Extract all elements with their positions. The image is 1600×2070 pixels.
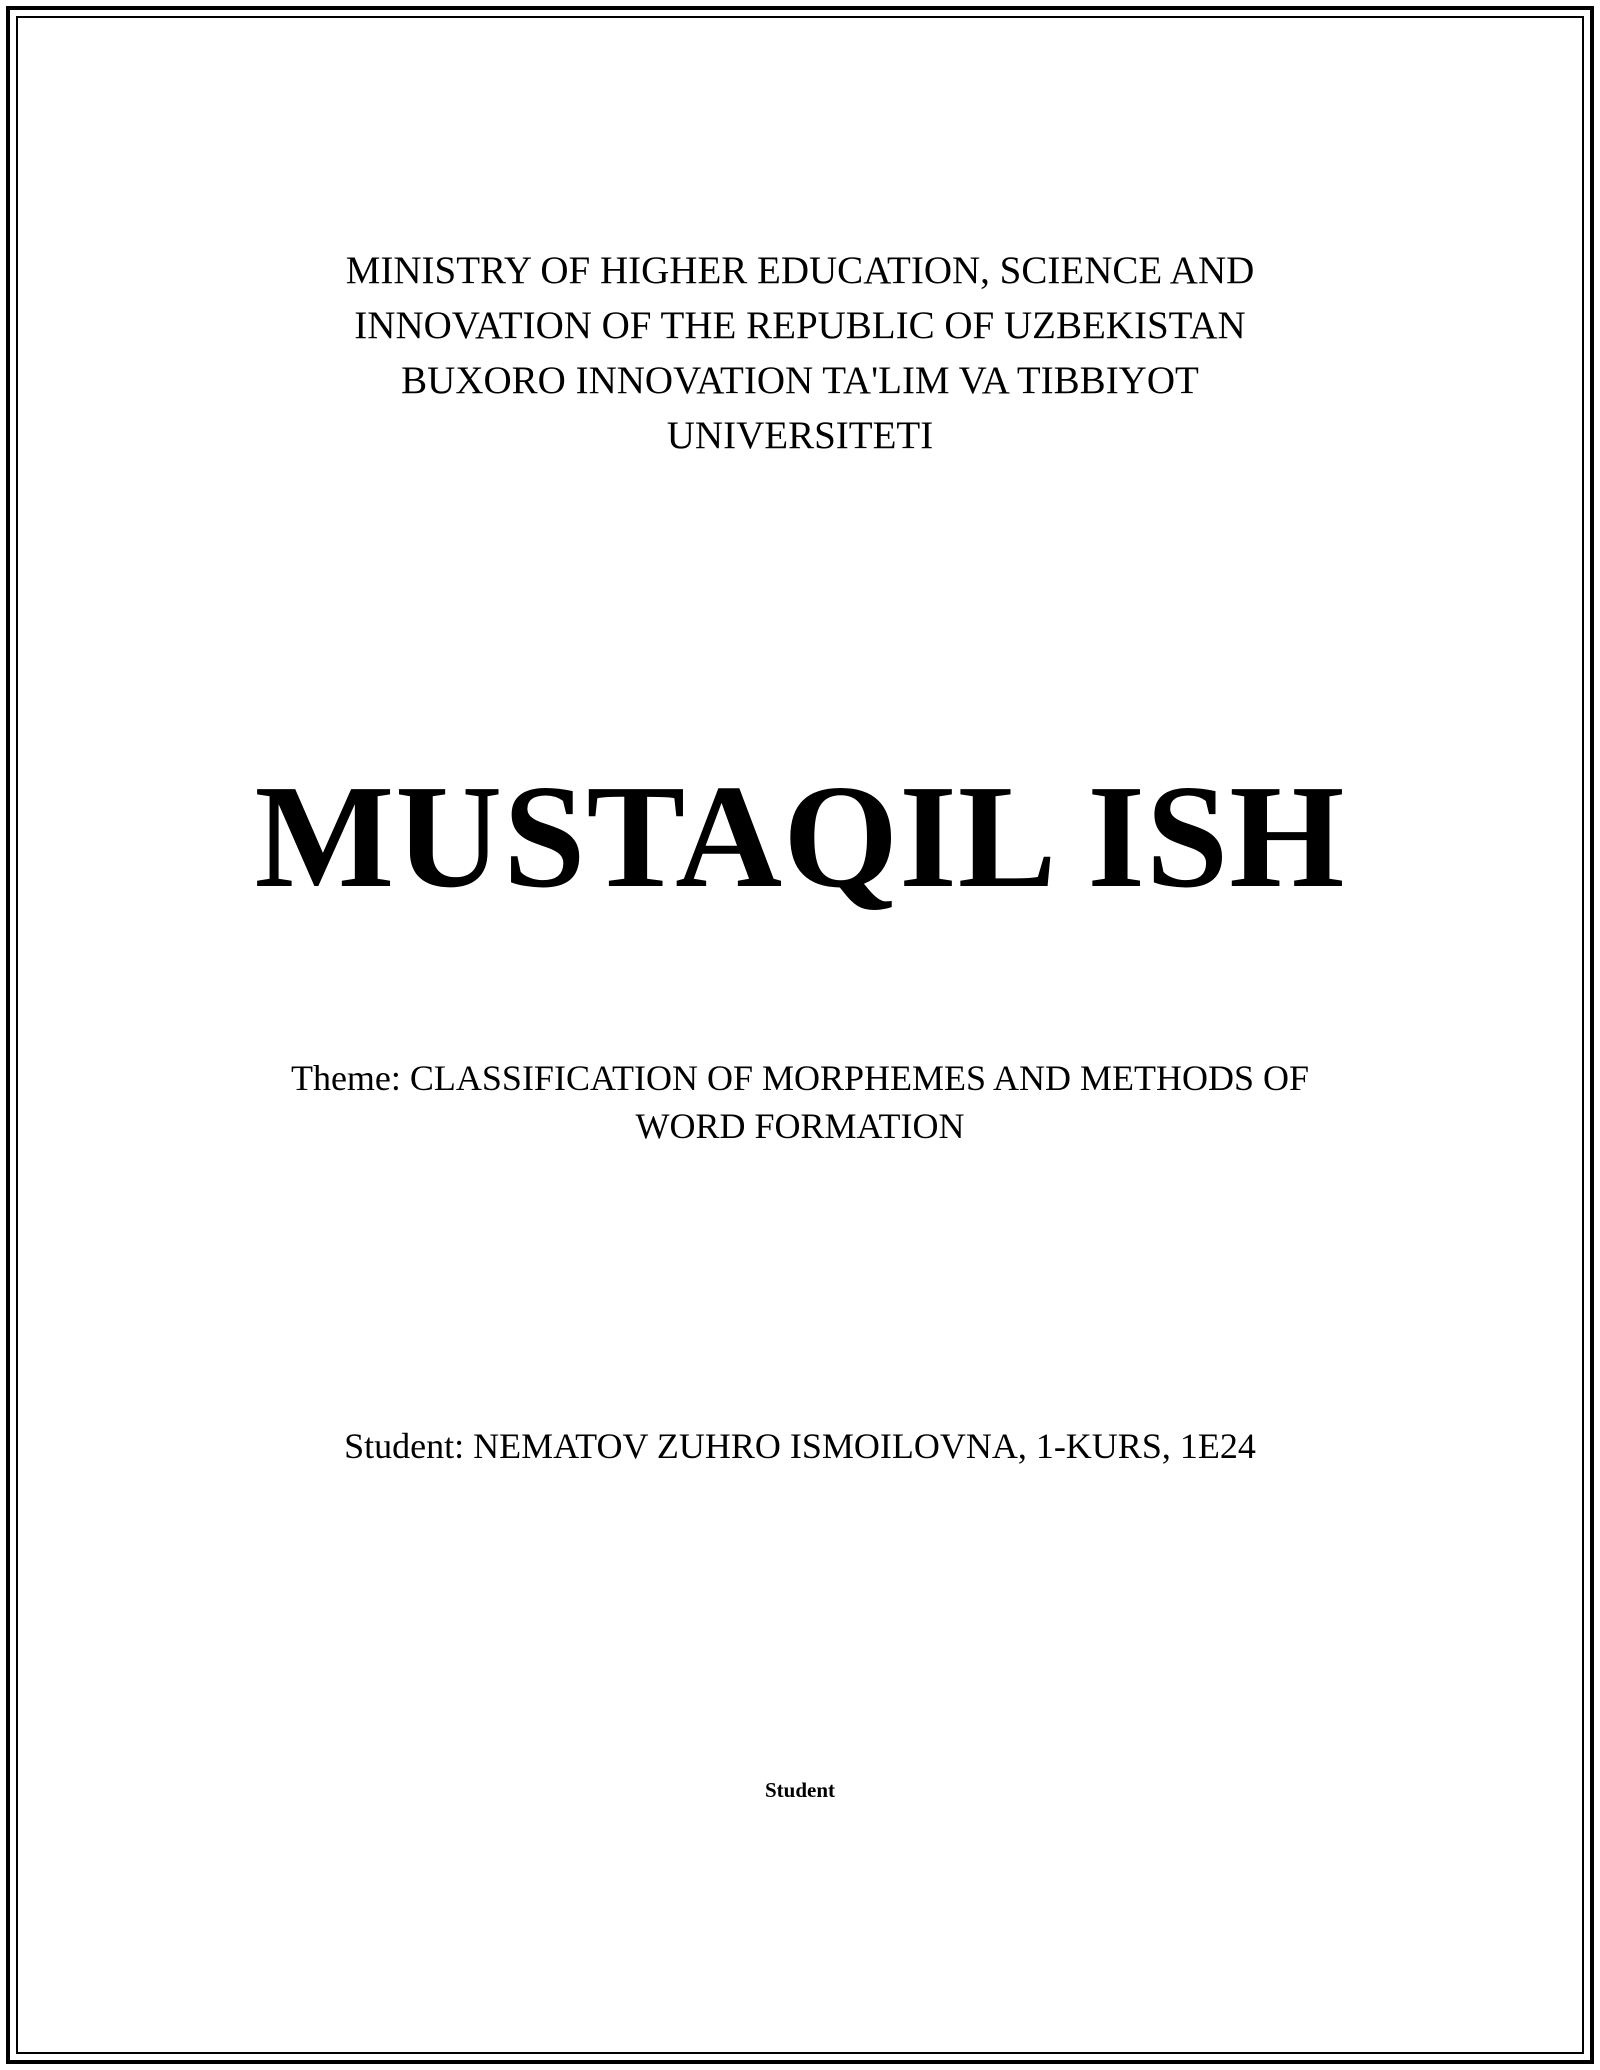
student-info: Student: NEMATOV ZUHRO ISMOILOVNA, 1-KURS, 1E24: [344, 1426, 1256, 1466]
ministry-header-line: BUXORO INNOVATION TA'LIM VA TIBBIYOT: [401, 359, 1199, 402]
ministry-header-line: UNIVERSITETI: [666, 414, 934, 457]
page-title: MUSTAQIL ISH: [254, 755, 1346, 919]
student-footer-label: Student: [764, 1778, 836, 1802]
ministry-header: [0, 243, 1600, 463]
theme-line: WORD FORMATION: [635, 1106, 965, 1146]
ministry-header-line: MINISTRY OF HIGHER EDUCATION, SCIENCE AND: [345, 249, 1255, 292]
theme-line: Theme: CLASSIFICATION OF MORPHEMES AND METHODS OF: [290, 1058, 1310, 1098]
theme-block: [0, 1054, 1600, 1150]
ministry-header-line: INNOVATION OF THE REPUBLIC OF UZBEKISTAN: [354, 304, 1246, 347]
